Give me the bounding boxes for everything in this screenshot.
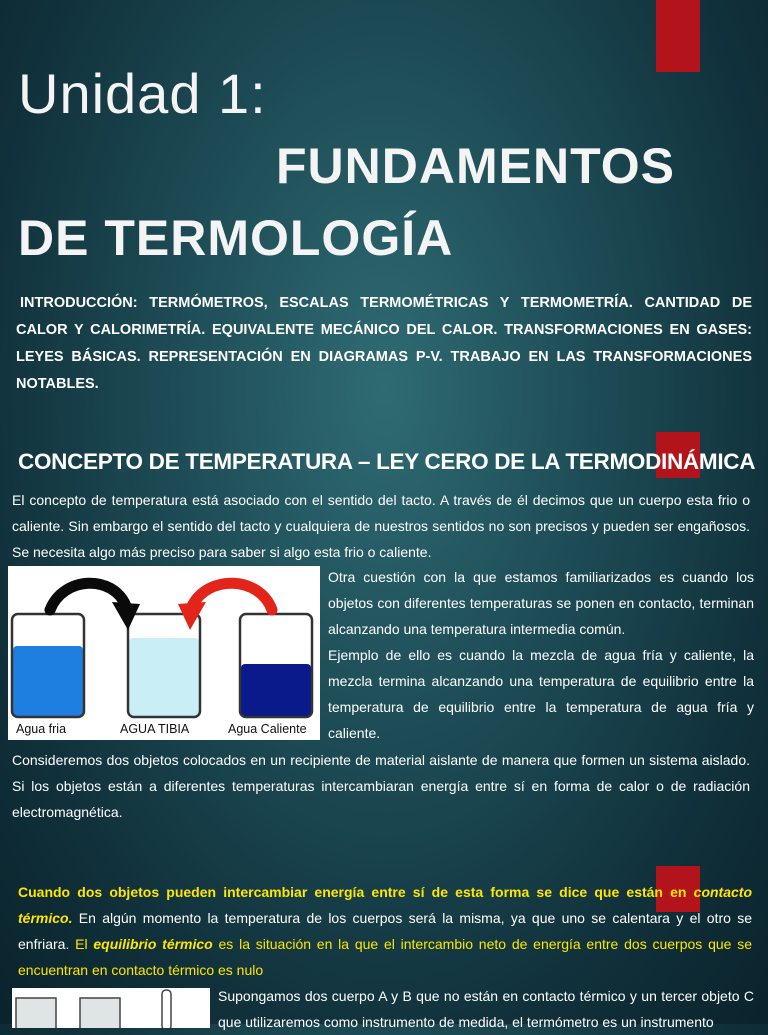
title-line-3: DE TERMOLOGÍA [18, 210, 454, 266]
text-equilibrio-termico: equilibrio térmico [93, 936, 213, 952]
section-heading: CONCEPTO DE TEMPERATURA – LEY CERO DE LA TERMODINÁMICA [18, 449, 756, 474]
text-contact-intro: Cuando dos objetos pueden intercambiar energía entre sí de esta forma se dice que están en [18, 884, 694, 900]
text-temperature-equal: En algún momento la temperatura de los cuerpos será la misma, ya que uno se calentara y el otro se enfriara. [18, 910, 752, 952]
paragraph-contact-a: Otra cuestión con la que estamos familiarizados es cuando los objetos con diferentes temperaturas se ponen en contacto, terminan alcanzando una temperatura intermedia común. [328, 569, 754, 637]
paragraph-isolated-system: Consideremos dos objetos colocados en un recipiente de material aislante de manera que formen un sistema aislado. Si los objetos están a diferentes temperaturas intercambiaran energía entre sí en forma de calor o de radiación electromagnética. [12, 752, 750, 820]
label-cold-water: Agua fria [16, 722, 67, 736]
thermometer-icon [162, 990, 171, 1028]
title-line-2: FUNDAMENTOS [276, 138, 675, 194]
text-el: El [69, 936, 94, 952]
text-contacto-termico: contacto térmico. [18, 884, 752, 926]
water-mixing-illustration [8, 566, 320, 740]
water-mixing-figure [8, 566, 320, 740]
page-title [18, 58, 758, 274]
paragraph-thermal-equilibrium [18, 879, 752, 983]
hot-water-fill [241, 664, 311, 716]
text-equilibrium-definition: es la situación en la que el intercambio neto de energía entre dos cuerpos que se encuentran en contacto térmico es nulo [18, 936, 752, 978]
warm-water-fill [129, 638, 199, 716]
arrow-right-icon [192, 583, 272, 610]
cold-water-fill [13, 646, 83, 716]
title-line-1: Unidad 1: [18, 62, 267, 125]
thermometer-figure [12, 988, 210, 1028]
arrow-left-head-icon [112, 602, 140, 630]
paragraph-contact [328, 564, 754, 746]
intro-topics: INTRODUCCIÓN: TERMÓMETROS, ESCALAS TERMOMÉTRICAS Y TERMOMETRÍA. CANTIDAD DE CALOR Y CALORIMETRÍA. EQUIVALENTE MECÁNICO DEL CALOR. TRANSFORMACIONES EN GASES: LEYES BÁSICAS. REPRESENTACIÓN EN DIAGRAMAS P-V. TRABAJO EN LAS TRANSFORMACIONES NOTABLES. [16, 295, 752, 392]
paragraph-temperature-concept: El concepto de temperatura está asociado con el sentido del tacto. A través de él decimos que un cuerpo esta frio o caliente. Sin embargo el sentido del tacto y cualquiera de nuestros sentidos no son precisos y pueden ser engañosos. Se necesita algo más preciso para saber si algo esta frio o caliente. [12, 492, 750, 560]
paragraph-contact-b: Ejemplo de ello es cuando la mezcla de agua fría y caliente, la mezcla termina alcanzando una temperatura de equilibrio entre la temperatura de equilibrio entre la temperatura de agua fría y caliente. [328, 647, 754, 741]
label-warm-water: AGUA TIBIA [120, 722, 190, 736]
paragraph-bodies-abc: Supongamos dos cuerpo A y B que no están en contacto térmico y un tercer objeto C que utilizaremos como instrumento de medida, el termómetro es un instrumento [218, 988, 754, 1030]
arrow-right-head-icon [178, 602, 206, 630]
label-hot-water: Agua Caliente [228, 722, 307, 736]
